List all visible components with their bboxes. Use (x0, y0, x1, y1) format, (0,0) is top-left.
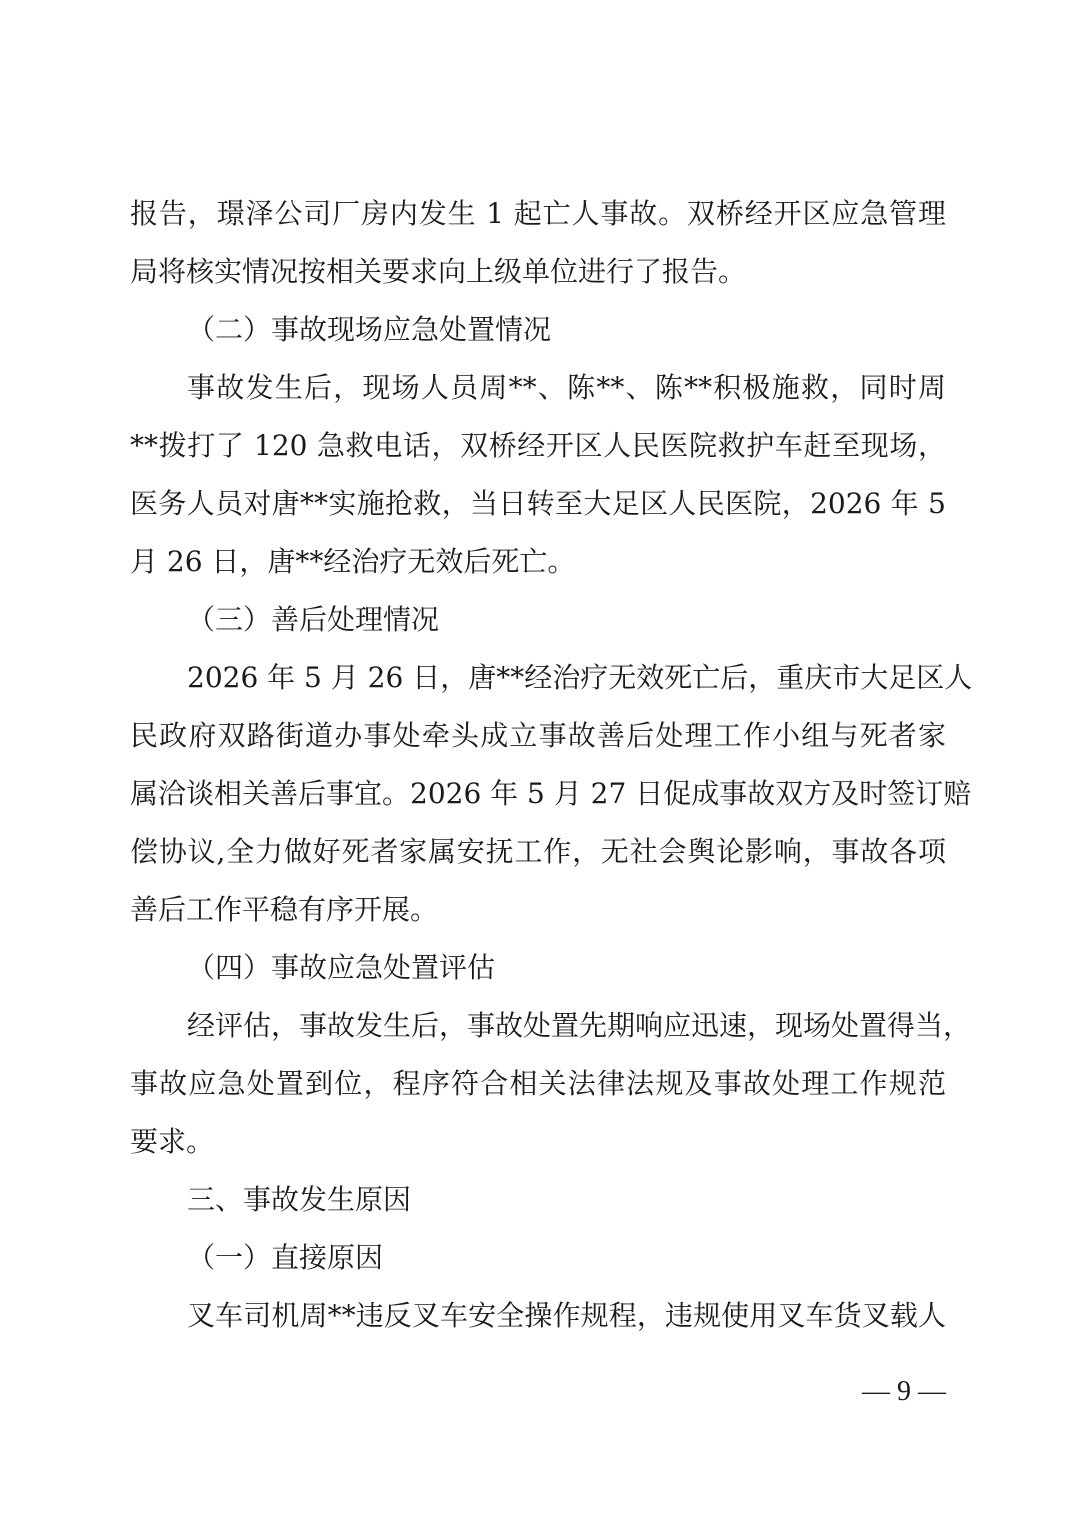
body-line-14: 要求。 (130, 1125, 215, 1158)
body-line-9: 属洽谈相关善后事宜。2026 年 5 月 27 日促成事故双方及时签订赔 (130, 777, 972, 810)
body-line-7: 2026 年 5 月 26 日，唐**经治疗无效死亡后，重庆市大足区人 (187, 661, 973, 694)
section-heading-4: （四）事故应急处置评估 (187, 951, 496, 984)
body-line-4: **拨打了 120 急救电话，双桥经开区人民医院救护车赶至现场， (130, 429, 946, 462)
body-line-10: 偿协议,全力做好死者家属安抚工作，无社会舆论影响，事故各项 (130, 835, 946, 868)
body-line-5: 医务人员对唐**实施抢救，当日转至大足区人民医院，2026 年 5 (130, 487, 946, 520)
body-line-8: 民政府双路街道办事处牵头成立事故善后处理工作小组与死者家 (130, 719, 946, 752)
chapter-heading-3: 三、事故发生原因 (187, 1183, 412, 1216)
body-line-15: 叉车司机周**违反叉车安全操作规程，违规使用叉车货叉载人 (187, 1299, 946, 1332)
section-heading-2: （二）事故现场应急处置情况 (187, 313, 552, 346)
section-heading-direct-cause: （一）直接原因 (187, 1241, 384, 1274)
body-line-13: 事故应急处置到位，程序符合相关法律法规及事故处理工作规范 (130, 1067, 946, 1100)
page-number: — 9 — (862, 1376, 946, 1407)
section-heading-3: （三）善后处理情况 (187, 603, 440, 636)
body-line-3: 事故发生后，现场人员周**、陈**、陈**积极施救，同时周 (187, 371, 946, 404)
body-line-2: 局将核实情况按相关要求向上级单位进行了报告。 (130, 255, 747, 288)
body-line-12: 经评估，事故发生后，事故处置先期响应迅速，现场处置得当， (187, 1009, 972, 1042)
body-line-1: 报告，璟泽公司厂房内发生 1 起亡人事故。双桥经开区应急管理 (130, 197, 946, 230)
body-line-11: 善后工作平稳有序开展。 (130, 893, 439, 926)
body-line-6: 月 26 日，唐**经治疗无效后死亡。 (130, 545, 576, 578)
